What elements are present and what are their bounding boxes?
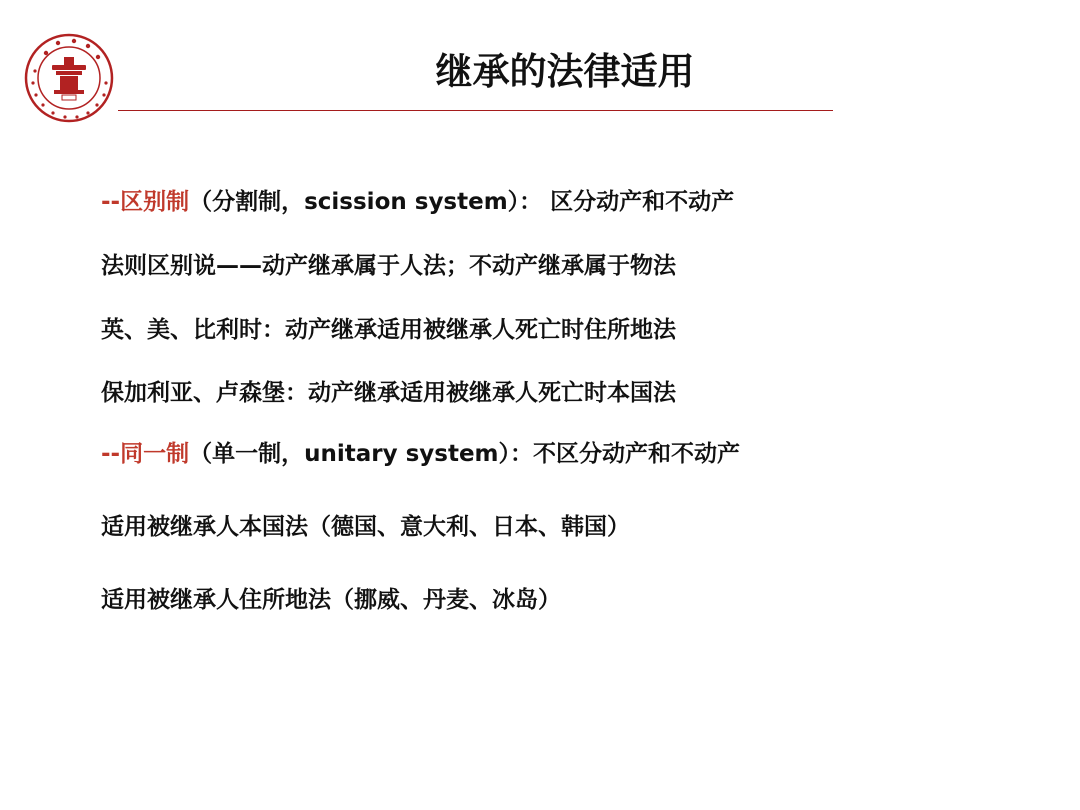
university-seal-icon <box>24 33 114 123</box>
line-text: 适用被继承人住所地法（挪威、丹麦、冰岛） <box>101 587 561 613</box>
slide-title: 继承的法律适用 <box>435 50 695 93</box>
line-text: （单一制，unitary system）：不区分动产和不动产 <box>189 441 741 467</box>
line-national-law <box>101 511 630 543</box>
title-divider <box>118 110 833 111</box>
term-scission: --区别制 <box>101 189 190 215</box>
term-unitary: --同一制 <box>101 441 190 467</box>
line-text: 英、美、比利时：动产继承适用被继承人死亡时住所地法 <box>101 317 676 343</box>
line-text: （分割制，scission system）： 区分动产和不动产 <box>189 189 735 215</box>
line-statute-theory <box>101 250 676 282</box>
line-text: 保加利亚、卢森堡：动产继承适用被继承人死亡时本国法 <box>101 380 676 406</box>
line-nationality-countries <box>101 377 676 409</box>
line-domicile-law <box>101 584 561 616</box>
line-unitary-system <box>101 438 740 470</box>
line-text: 适用被继承人本国法（德国、意大利、日本、韩国） <box>101 514 630 540</box>
line-text: 法则区别说——动产继承属于人法；不动产继承属于物法 <box>101 253 676 279</box>
line-scission-system <box>101 186 734 218</box>
line-domicile-countries <box>101 314 676 346</box>
